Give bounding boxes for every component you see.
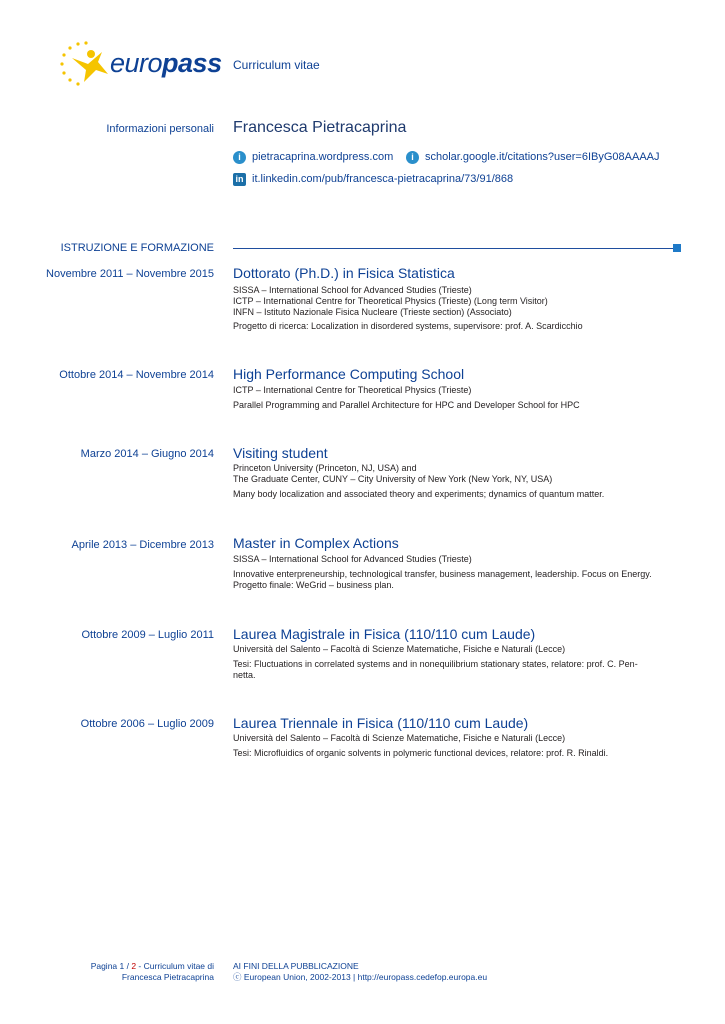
document-type-label: Curriculum vitae [233,58,320,72]
website-link-text[interactable]: pietracaprina.wordpress.com [252,151,394,163]
person-name: Francesca Pietracaprina [233,119,407,136]
entry-line: Innovative enterpreneurship, technological transfer, business management, leadership. Focus on Energy. [233,569,652,579]
entry-line: Parallel Programming and Parallel Architecture for HPC and Developer School for HPC [233,400,580,410]
footer-page-info [20,961,214,983]
footer-person-name: Francesca Pietracaprina [121,972,214,982]
entry-line: Tesi: Fluctuations in correlated systems and in nonequilibrium stationary states, relatore: prof. C. Pen- [233,659,638,669]
footer-page-suffix: - Curriculum vitae di [136,961,214,971]
linkedin-icon: in [233,173,246,186]
footer-copyright [233,961,487,983]
entry-title: Laurea Magistrale in Fisica (110/110 cum Laude) [233,626,536,642]
entry-line: ICTP – International Centre for Theoretical Physics (Trieste) (Long term Visitor) [233,296,548,306]
entry-line: ICTP – International Centre for Theoretical Physics (Trieste) [233,385,472,395]
entry-title: Laurea Triennale in Fisica (110/110 cum Laude) [233,715,529,731]
entry-line: Progetto finale: WeGrid – business plan. [233,580,394,590]
entry-line: Tesi: Microfluidics of organic solvents in polymeric functional devices, relatore: prof. R. Rinaldi. [233,748,609,758]
footer-page-prefix: Pagina 1 / [90,961,132,971]
footer-copyright-line[interactable]: ⓒ European Union, 2002-2013 | http://europass.cedefop.europa.eu [233,972,488,982]
personal-info-label: Informazioni personali [106,123,214,135]
europass-logo-icon [58,40,118,90]
entry-title: Visiting student [233,445,328,461]
entry-line: INFN – Istituto Nazionale Fisica Nucleare (Trieste section) (Associato) [233,307,512,317]
entry-line: SISSA – International School for Advanced Studies (Trieste) [233,554,472,564]
europass-logo [58,40,222,90]
footer-publication-note: AI FINI DELLA PUBBLICAZIONE [233,961,359,971]
entry-title: High Performance Computing School [233,366,465,382]
entry-date: Ottobre 2009 – Luglio 2011 [81,629,214,641]
entry-date: Aprile 2013 – Dicembre 2013 [71,539,214,551]
web-icon: i [406,151,419,164]
entry-line: Università del Salento – Facoltà di Scienze Matematiche, Fisiche e Naturali (Lecce) [233,644,566,654]
logo-text-euro: euro [110,48,163,78]
footer-page-total: 2 [131,961,137,971]
web-icon: i [233,151,246,164]
entry-date: Ottobre 2006 – Luglio 2009 [80,718,214,730]
entry-line: Princeton University (Princeton, NJ, USA) and [233,463,417,473]
section-marker [673,244,681,252]
entry-line: SISSA – International School for Advanced Studies (Trieste) [233,285,472,295]
entry-title: Dottorato (Ph.D.) in Fisica Statistica [233,265,455,281]
entry-line: Many body localization and associated theory and experiments; dynamics of quantum matter. [233,489,605,499]
entry-title: Master in Complex Actions [233,535,399,551]
entry-line: netta. [233,670,256,680]
entry-line: The Graduate Center, CUNY – City University of New York (New York, NY, USA) [233,474,553,484]
section-divider [233,248,673,249]
entry-date: Ottobre 2014 – Novembre 2014 [59,369,214,381]
entry-date: Novembre 2011 – Novembre 2015 [46,268,214,280]
logo-text-pass: pass [162,48,222,78]
entry-line: Università del Salento – Facoltà di Scienze Matematiche, Fisiche e Naturali (Lecce) [233,733,566,743]
scholar-link-text[interactable]: scholar.google.it/citations?user=6IByG08AAAAJ [425,151,660,163]
entry-line: Progetto di ricerca: Localization in disordered systems, supervisore: prof. A. Scardicchio [233,321,583,331]
section-title-education: ISTRUZIONE E FORMAZIONE [60,242,214,254]
linkedin-link-text[interactable]: it.linkedin.com/pub/francesca-pietracaprina/73/91/868 [252,173,514,185]
entry-date: Marzo 2014 – Giugno 2014 [80,448,214,460]
